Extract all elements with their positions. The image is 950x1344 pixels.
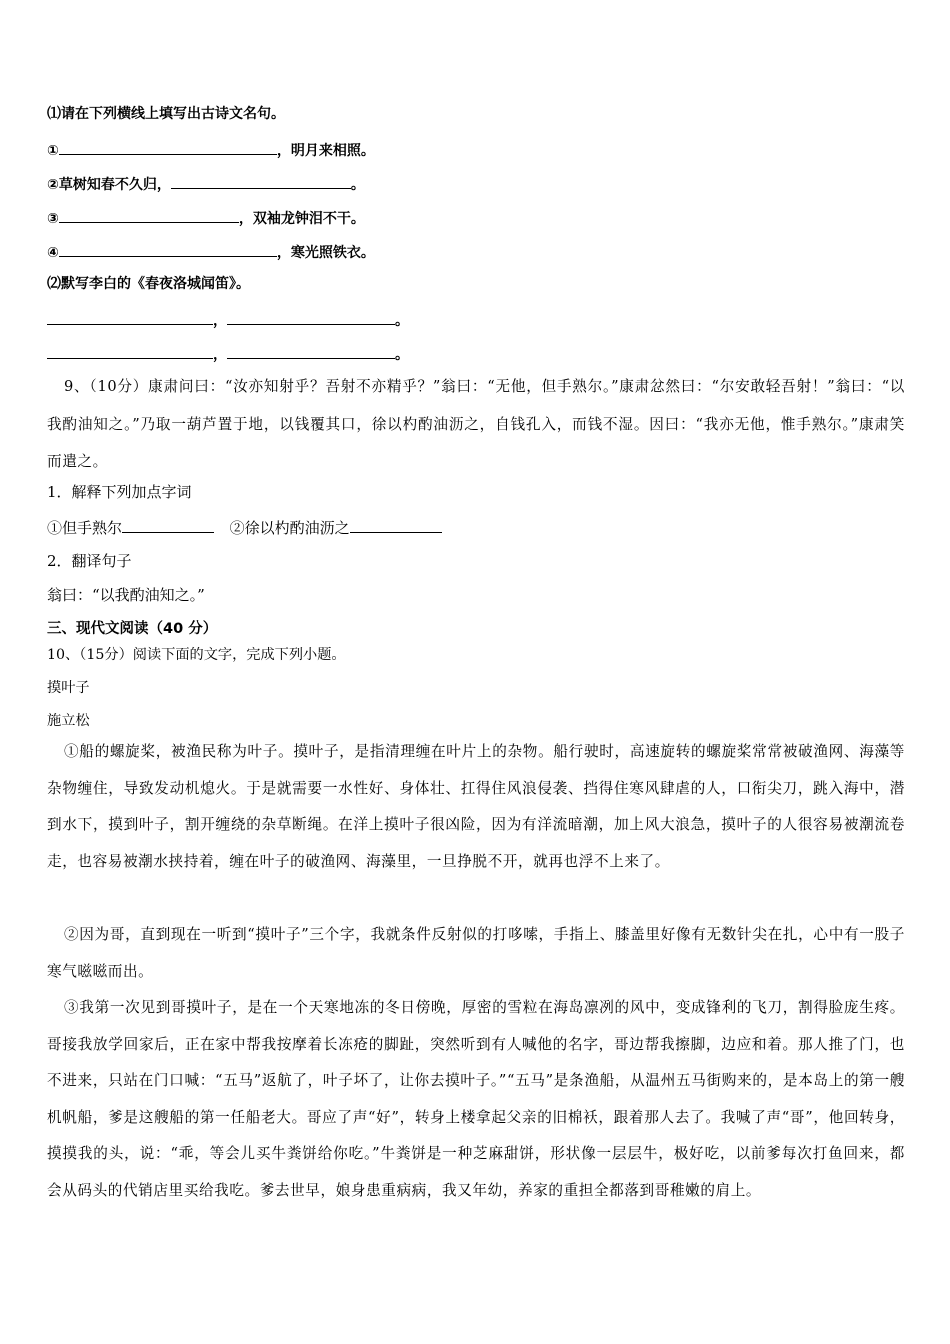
comma: ， <box>213 347 227 363</box>
q1-instruction: ⑴请在下列横线上填写出古诗文名句。 <box>47 106 285 122</box>
answer-blank[interactable] <box>59 206 239 223</box>
answer-blank[interactable] <box>47 342 213 359</box>
answer-blank[interactable] <box>59 138 277 155</box>
q9-sub1: 1．解释下列加点字词 <box>47 483 192 501</box>
q9-passage: 9、（10分）康肃问曰：“汝亦知射乎？吾射不亦精乎？”翁曰：“无他，但手熟尔。”康肃忿然曰：“尔安敢轻吾射！”翁曰：“以我酌油知之。”乃取一葫芦置于地，以钱覆其口，徐以杓酌油沥之，自钱孔入，而钱不湿。因曰：“我亦无他，惟手熟尔。”康肃笑而遣之。 <box>47 378 906 470</box>
q9-sub1-items <box>47 516 442 538</box>
paragraph-3: ③我第一次见到哥摸叶子，是在一个天寒地冻的冬日傍晚，厚密的雪粒在海岛凛冽的风中，变成锋利的飞刀，割得脸庞生疼。哥接我放学回家后，正在家中帮我按摩着长冻疮的脚趾，突然听到有人喊他的名字，哥边帮我擦脚，边应和着。那人推了门，也不进来，只站在门口喊：“五马”返航了，叶子坏了，让你去摸叶子。”“五马”是条渔船，从温州五马街购来的，是本岛上的第一艘机帆船，爹是这艘船的第一任船老大。哥应了声“好”，转身上楼拿起父亲的旧棉袄，跟着那人去了。我喊了声“哥”，他回转身，摸摸我的头，说：“乖，等会儿买牛粪饼给你吃。”牛粪饼是一种芝麻甜饼，形状像一层层牛，极好吃，以前爹每次打鱼回来，都会从码头的代销店里买给我吃。爹去世早，娘身患重病病，我又年幼，养家的重担全都落到哥稚嫩的肩上。 <box>47 999 905 1199</box>
section-heading: 三、现代文阅读（40 分） <box>47 621 218 637</box>
fill-item-4 <box>47 240 375 263</box>
article-title: 摸叶子 <box>47 680 90 696</box>
answer-blank[interactable] <box>171 172 351 189</box>
period: 。 <box>395 313 409 329</box>
article-author: 施立松 <box>47 713 90 729</box>
sub1-item-b: ②徐以杓酌油沥之 <box>229 519 350 537</box>
fill-item-3 <box>47 206 365 229</box>
answer-blank[interactable] <box>122 516 214 533</box>
q9-sub2-text: 翁曰：“以我酌油知之。” <box>47 586 205 604</box>
fill-item-1 <box>47 138 375 161</box>
answer-blank[interactable] <box>47 308 213 325</box>
item-number: ② <box>47 177 59 193</box>
q10-instruction: 10、（15分）阅读下面的文字，完成下列小题。 <box>47 647 346 663</box>
comma: ， <box>213 313 227 329</box>
item-number: ③ <box>47 211 59 227</box>
sub1-item-a: ①但手熟尔 <box>47 519 123 537</box>
answer-blank[interactable] <box>227 308 395 325</box>
poem-line-2 <box>47 342 409 365</box>
answer-blank[interactable] <box>59 240 277 257</box>
item-text-after: ，寒光照铁衣。 <box>276 245 375 261</box>
period: 。 <box>395 347 409 363</box>
answer-blank[interactable] <box>350 516 442 533</box>
q2-instruction: ⑵默写李白的《春夜洛城闻笛》。 <box>47 276 250 292</box>
item-text-after: ，双袖龙钟泪不干。 <box>238 211 365 227</box>
q9-sub2: 2．翻译句子 <box>47 552 132 570</box>
item-text-after: 。 <box>350 177 365 193</box>
item-number: ① <box>47 143 59 159</box>
fill-item-2 <box>47 172 365 195</box>
paragraph-1: ①船的螺旋桨，被渔民称为叶子。摸叶子，是指清理缠在叶片上的杂物。船行驶时，高速旋转的螺旋桨常常被破渔网、海藻等杂物缠住，导致发动机熄火。于是就需要一水性好、身体壮、扛得住风浪侵袭、挡得住寒风肆虐的人，口衔尖刀，跳入海中，潜到水下，摸到叶子，割开缠绕的杂草断绳。在洋上摸叶子很凶险，因为有洋流暗潮，加上风大浪急，摸叶子的人很容易被潮流卷走，也容易被潮水挟持着，缠在叶子的破渔网、海藻里，一旦挣脱不开，就再也浮不上来了。 <box>47 743 905 870</box>
poem-line-1 <box>47 308 409 331</box>
item-number: ④ <box>47 245 59 261</box>
answer-blank[interactable] <box>227 342 395 359</box>
item-text-before: 草树知春不久归， <box>58 177 171 193</box>
item-text-after: ，明月来相照。 <box>276 143 375 159</box>
paragraph-2: ②因为哥，直到现在一听到“摸叶子”三个字，我就条件反射似的打哆嗦，手指上、膝盖里好像有无数针尖在扎，心中有一股子寒气嗞嗞而出。 <box>47 926 905 980</box>
